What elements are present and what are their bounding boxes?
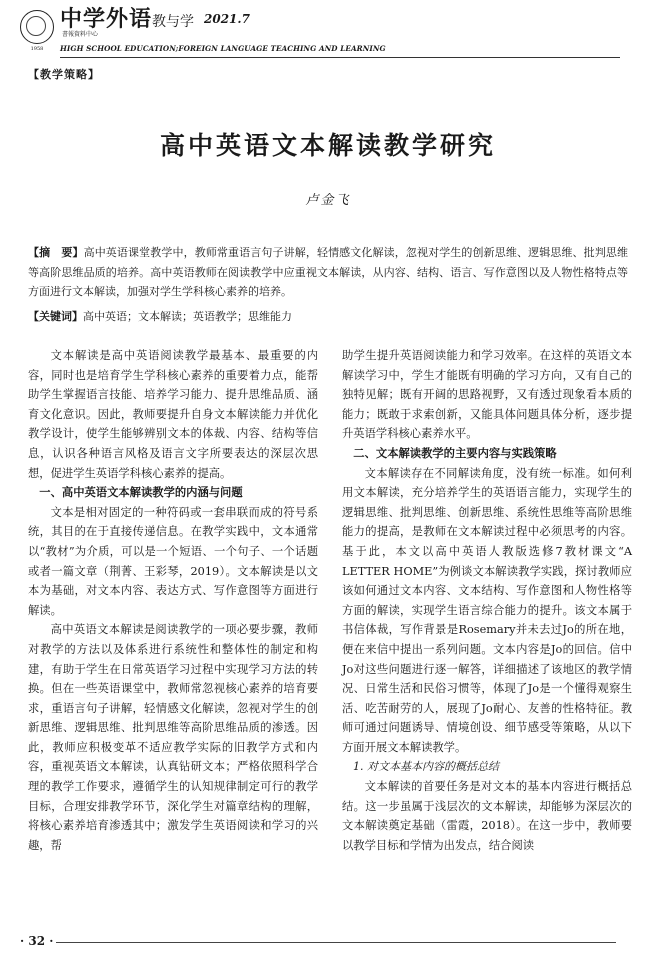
issue-number: 2021.7 — [204, 12, 250, 26]
body-paragraph: 高中英语文本解读是阅读教学的一项必要步骤，教师对教学的方法以及体系进行系统性和整体性的制定和构建，有助于学生在日常英语学习过程中实现学习方法的转换。但在一些英语课堂中，教师常忽视核心素养的培育要求，重语言句子讲解，轻情感文化解读，忽视对学生的创新思维、逻辑思维、批判思维等高阶思维品质的渗透。因此，教师应积极变革不适应教学实际的旧教学方式和内容，重视英语文本解读，认真钻研文本；严格依照科学合理的教学工作要求，遵循学生的认知规律制定可行的教学目标，合理安排教学环节，深化学生对篇章结构的理解，将核心素养培育渗透其中；激发学生英语阅读和学习的兴趣，帮 — [28, 623, 318, 852]
abstract-text: 高中英语课堂教学中，教师常重语言句子讲解，轻情感文化解读，忽视对学生的创新思维、逻辑思维、批判思维等高阶思维品质的培养。高中英语教师在阅读教学中应重视文本解读，从内容、结构、语言、写作意图以及人物性格特点等方面进行文本解读，加强对学生学科核心素养的培养。 — [28, 246, 629, 298]
body-paragraph: 文本是相对固定的一种符码或一套串联而成的符号系统，其目的在于直接传递信息。在教学实践中，文本通常以“教材”为介质，可以是一个短语、一个句子、一个话题或者一篇文章（荆菁、王彩琴，2019）。文本解读是以文本为基础，对文本内容、表达方式、写作意图等方面进行解读。 — [28, 505, 318, 617]
journal-name-suffix: 教与学 — [152, 14, 195, 30]
journal-stamp: 書報資料中心 — [62, 31, 99, 38]
keywords — [28, 307, 628, 327]
section-heading: 一、高中英语文本解读教学的内涵与问题 — [39, 486, 243, 500]
subsection-heading: 1. 对文本基本内容的概括总结 — [353, 760, 499, 774]
keywords-label: 【关键词】 — [28, 310, 83, 323]
abstract — [28, 243, 628, 302]
article-author: 卢金飞 — [305, 193, 351, 208]
header-rule — [60, 57, 620, 58]
seal-year: 1958 — [30, 46, 44, 52]
journal-name — [60, 8, 194, 30]
body-paragraph-continued: 助学生提升英语阅读能力和学习效率。在这样的英语文本解读学习中，学生才能既有明确的学习方向，又有自己的独特见解；既有开阔的思路视野，又有透过现象看本质的能力；既敢于求索创新，又能具体问题具体分析，逐步提升英语学科核心素养水平。 — [342, 349, 632, 441]
body-paragraph: 文本解读是高中英语阅读教学最基本、最重要的内容，同时也是培育学生学科核心素养的重要着力点，能帮助学生掌握语言技能、培养学习能力、提升思维品质、涵育文化意识。因此，教师要提升自身文本解读能力并优化教学设计，使学生能够辨别文本的体裁、内容、结构等信息，认识各种语言风格及语言文字所要表达的深层次思想，促进学生英语学科核心素养的提高。 — [28, 349, 318, 480]
journal-seal-icon — [20, 10, 54, 44]
section-tag: 【教学策略】 — [28, 68, 100, 81]
keywords-text: 高中英语；文本解读；英语教学；思维能力 — [83, 310, 292, 323]
section-heading: 二、文本解读教学的主要内容与实践策略 — [353, 446, 557, 460]
body-paragraph: 文本解读存在不同解读角度，没有统一标准。如何利用文本解读，充分培养学生的英语语言能力，实现学生的逻辑思维、批判思维、创新思维、系统性思维等高阶思维能力的提高，是教师在文本解读过程中必须思考的内容。基于此，本文以高中英语人教版选修7教材课文“A LETTER HOME”为例谈文本解读教学实践，探讨教师应该如何通过文本内容、文本结构、写作意图和人物性格等方面的解读，实现学生语言综合能力的提升。该文本属于书信体裁，写作背景是Rosemary并未去过Jo的所在地，便在来信中提出一系列问题。文本内容是Jo的回信。信中Jo对这些问题进行逐一解答，详细描述了该地区的教学情况、日常生活和民俗习惯等，体现了Jo是一个懂得观察生活、吃苦耐劳的人，展现了Jo耐心、友善的性格特征。教师可通过问题诱导、情境创设、细节感受等策略，从以下方面开展文本解读教学。 — [342, 466, 632, 754]
footer-rule — [56, 942, 616, 943]
journal-english-name: HIGH SCHOOL EDUCATION;FOREIGN LANGUAGE TEACHING AND LEARNING — [60, 44, 386, 53]
journal-name-main: 中学外语 — [60, 6, 153, 32]
body-paragraph: 文本解读的首要任务是对文本的基本内容进行概括总结。这一步虽属于浅层次的文本解读，却能够为深层次的文本解读奠定基础（雷霞，2018）。在这一步中，教师要以教学目标和学情为出发点，结合阅读 — [342, 780, 632, 852]
body-column-right — [342, 346, 632, 855]
abstract-label: 【摘 要】 — [28, 246, 84, 259]
body-column-left — [28, 346, 318, 855]
article-title: 高中英语文本解读教学研究 — [159, 131, 496, 160]
page-number: · 32 · — [20, 934, 54, 948]
